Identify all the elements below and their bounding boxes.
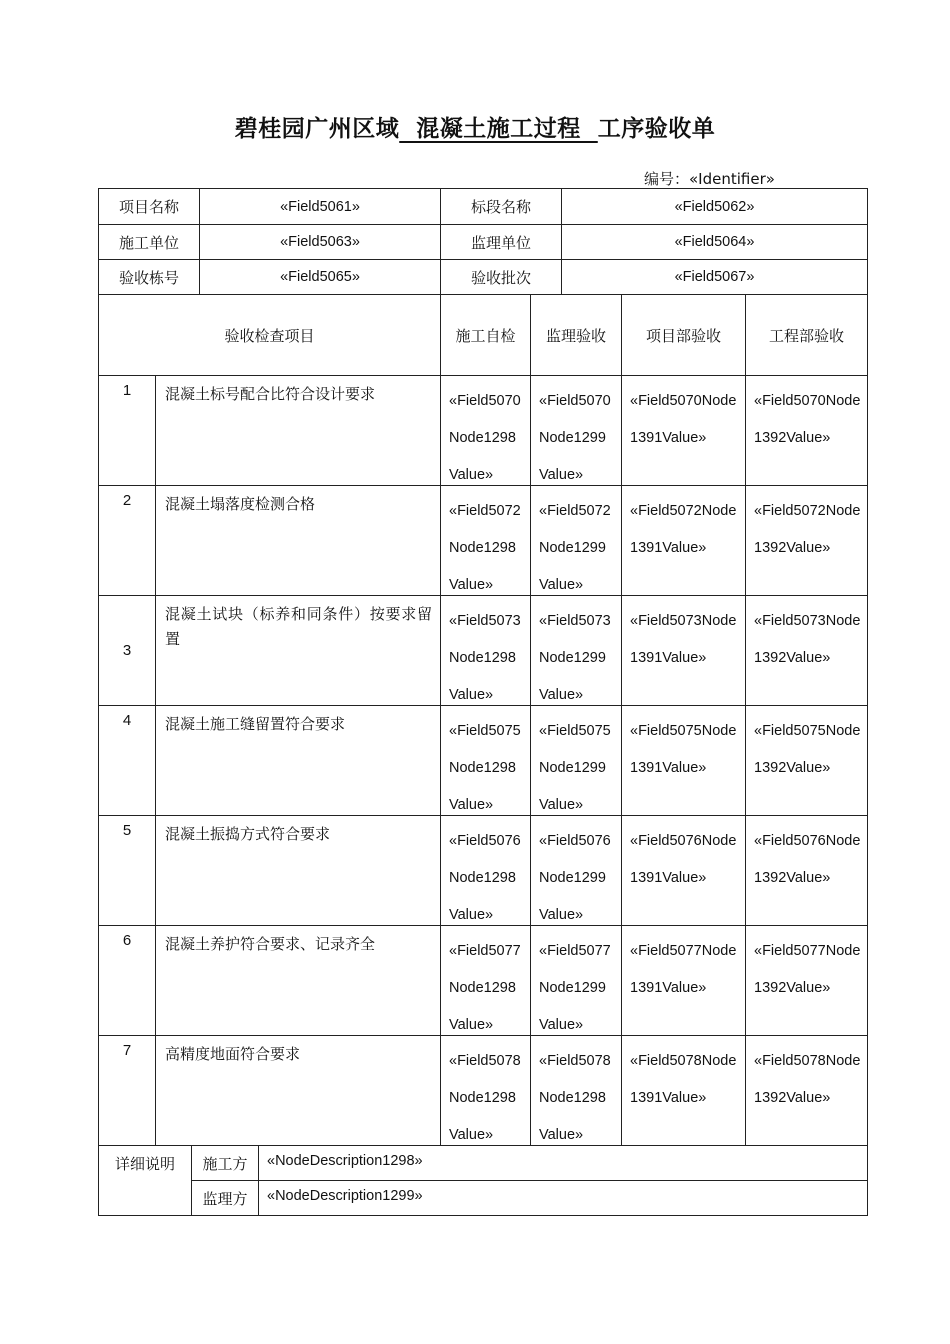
details-contractor-value: «NodeDescription1298» — [258, 1145, 868, 1181]
project-value: «Field5077Node1391Value» — [621, 925, 746, 1036]
supervisor-value: «Field5070Node1299Value» — [530, 375, 622, 486]
supervisor-value: «Field5075Node1299Value» — [530, 705, 622, 816]
item-number: 5 — [98, 815, 156, 926]
item-description: 混凝土试块（标养和同条件）按要求留置 — [155, 595, 441, 706]
title-company: 碧桂园广州区域 — [234, 116, 400, 142]
item-number: 4 — [98, 705, 156, 816]
self-check-value: «Field5078Node1298Value» — [440, 1035, 531, 1146]
item-number: 6 — [98, 925, 156, 1036]
project-value: «Field5075Node1391Value» — [621, 705, 746, 816]
section-name-value: «Field5062» — [561, 188, 868, 225]
batch-no-value: «Field5067» — [561, 259, 868, 295]
item-description: 混凝土振捣方式符合要求 — [155, 815, 441, 926]
self-check-value: «Field5076Node1298Value» — [440, 815, 531, 926]
self-check-value: «Field5075Node1298Value» — [440, 705, 531, 816]
supervisor-value: «Field5073Node1299Value» — [530, 595, 622, 706]
project-value: «Field5076Node1391Value» — [621, 815, 746, 926]
supervisor-unit-label: 监理单位 — [440, 224, 562, 260]
item-number: 2 — [98, 485, 156, 596]
column-header-project: 项目部验收 — [621, 294, 746, 376]
contractor-value: «Field5063» — [199, 224, 441, 260]
document-number: 编号：«Identifier» — [644, 170, 775, 188]
item-description: 混凝土标号配合比符合设计要求 — [155, 375, 441, 486]
supervisor-value: «Field5072Node1299Value» — [530, 485, 622, 596]
item-number: 3 — [98, 595, 156, 706]
engineering-value: «Field5075Node1392Value» — [745, 705, 868, 816]
project-value: «Field5072Node1391Value» — [621, 485, 746, 596]
column-header-engineering: 工程部验收 — [745, 294, 868, 376]
engineering-value: «Field5072Node1392Value» — [745, 485, 868, 596]
page-title — [0, 110, 950, 143]
details-supervisor-value: «NodeDescription1299» — [258, 1180, 868, 1216]
details-label: 详细说明 — [98, 1145, 192, 1216]
title-process: 混凝土施工过程 — [399, 116, 598, 142]
details-party-supervisor: 监理方 — [191, 1180, 259, 1216]
item-description: 高精度地面符合要求 — [155, 1035, 441, 1146]
engineering-value: «Field5073Node1392Value» — [745, 595, 868, 706]
details-party-contractor: 施工方 — [191, 1145, 259, 1181]
batch-no-label: 验收批次 — [440, 259, 562, 295]
self-check-value: «Field5072Node1298Value» — [440, 485, 531, 596]
contractor-label: 施工单位 — [98, 224, 200, 260]
title-form-name: 工序验收单 — [597, 116, 716, 142]
item-description: 混凝土塌落度检测合格 — [155, 485, 441, 596]
engineering-value: «Field5077Node1392Value» — [745, 925, 868, 1036]
item-number: 1 — [98, 375, 156, 486]
supervisor-value: «Field5077Node1299Value» — [530, 925, 622, 1036]
column-header-supervisor: 监理验收 — [530, 294, 622, 376]
engineering-value: «Field5078Node1392Value» — [745, 1035, 868, 1146]
engineering-value: «Field5070Node1392Value» — [745, 375, 868, 486]
project-value: «Field5070Node1391Value» — [621, 375, 746, 486]
project-name-label: 项目名称 — [98, 188, 200, 225]
self-check-value: «Field5077Node1298Value» — [440, 925, 531, 1036]
supervisor-value: «Field5078Node1298Value» — [530, 1035, 622, 1146]
building-no-value: «Field5065» — [199, 259, 441, 295]
building-no-label: 验收栋号 — [98, 259, 200, 295]
section-name-label: 标段名称 — [440, 188, 562, 225]
column-header-self-check: 施工自检 — [440, 294, 531, 376]
item-description: 混凝土养护符合要求、记录齐全 — [155, 925, 441, 1036]
item-number: 7 — [98, 1035, 156, 1146]
self-check-value: «Field5073Node1298Value» — [440, 595, 531, 706]
project-value: «Field5078Node1391Value» — [621, 1035, 746, 1146]
project-value: «Field5073Node1391Value» — [621, 595, 746, 706]
supervisor-unit-value: «Field5064» — [561, 224, 868, 260]
project-name-value: «Field5061» — [199, 188, 441, 225]
item-description: 混凝土施工缝留置符合要求 — [155, 705, 441, 816]
engineering-value: «Field5076Node1392Value» — [745, 815, 868, 926]
column-header-item: 验收检查项目 — [98, 294, 441, 376]
self-check-value: «Field5070Node1298Value» — [440, 375, 531, 486]
supervisor-value: «Field5076Node1299Value» — [530, 815, 622, 926]
